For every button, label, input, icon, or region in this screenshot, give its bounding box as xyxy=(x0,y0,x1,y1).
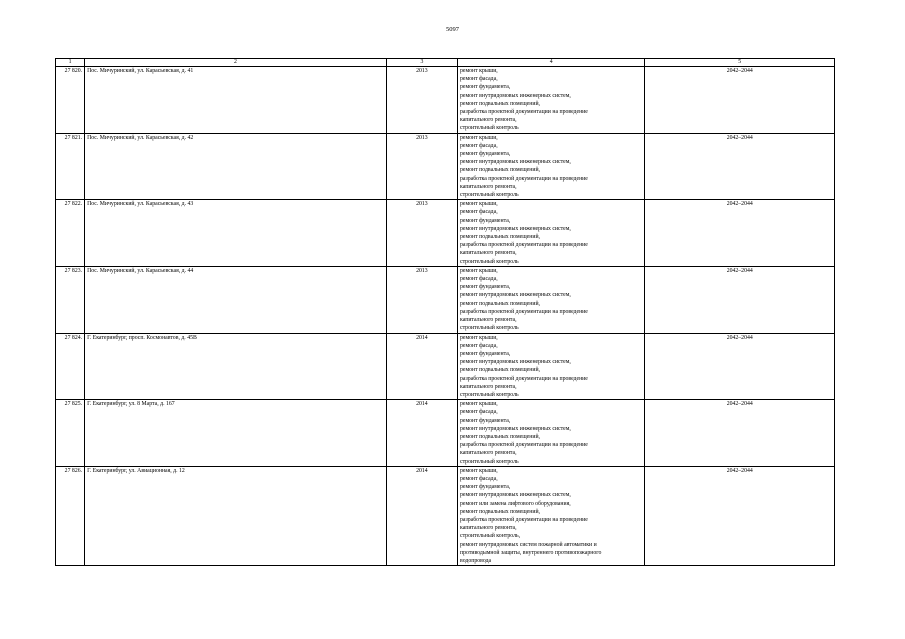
work-item: строительный контроль xyxy=(460,125,519,132)
work-item: ремонт внутридомовых систем пожарной автоматики и xyxy=(460,541,597,548)
work-item: ремонт фундамента, xyxy=(460,350,511,357)
work-item: ремонт внутридомовых инженерных систем, xyxy=(460,425,571,432)
work-item: строительный контроль xyxy=(460,325,519,332)
work-item: капитального ремонта, xyxy=(460,183,517,190)
row-year: 2013 xyxy=(386,133,457,200)
work-item: капитального ремонта, xyxy=(460,117,517,124)
work-item: ремонт фундамента, xyxy=(460,217,511,224)
work-item: ремонт фундамента, xyxy=(460,84,511,91)
row-period: 2042–2044 xyxy=(645,200,835,267)
row-address: Пос. Мичуринский, ул. Карасьевская, д. 41 xyxy=(85,67,387,134)
work-item: ремонт крыши, xyxy=(460,467,498,474)
work-item: ремонт фасада, xyxy=(460,276,498,283)
work-item: ремонт фасада, xyxy=(460,475,498,482)
table-row xyxy=(56,400,835,467)
row-period: 2042–2044 xyxy=(645,133,835,200)
row-works xyxy=(458,200,645,267)
table-row xyxy=(56,466,835,565)
work-item: ремонт крыши, xyxy=(460,68,498,74)
column-header-1: 1 xyxy=(56,59,85,67)
row-works xyxy=(458,400,645,467)
row-works xyxy=(458,67,645,134)
work-item: разработка проектной документации на проведение xyxy=(460,175,588,182)
row-year: 2013 xyxy=(386,200,457,267)
row-address: Пос. Мичуринский, ул. Карасьевская, д. 43 xyxy=(85,200,387,267)
table-row xyxy=(56,67,835,134)
work-item: ремонт фасада, xyxy=(460,76,498,83)
work-item: ремонт внутридомовых инженерных систем, xyxy=(460,292,571,299)
work-item: строительный контроль xyxy=(460,391,519,398)
work-item: разработка проектной документации на проведение xyxy=(460,442,588,449)
row-period: 2042–2044 xyxy=(645,266,835,333)
row-address: Г. Екатеринбург, ул. 8 Марта, д. 167 xyxy=(85,400,387,467)
row-year: 2013 xyxy=(386,67,457,134)
row-year: 2014 xyxy=(386,333,457,400)
work-item: ремонт фасада, xyxy=(460,142,498,149)
work-item: ремонт подвальных помещений, xyxy=(460,367,540,374)
work-item: капитального ремонта, xyxy=(460,250,517,257)
work-item: строительный контроль xyxy=(460,458,519,465)
work-item: ремонт внутридомовых инженерных систем, xyxy=(460,359,571,366)
column-header-4: 4 xyxy=(458,59,645,67)
row-number: 27 820. xyxy=(56,67,85,134)
work-item: строительный контроль xyxy=(460,258,519,265)
row-address: Г. Екатеринбург, ул. Авиационная, д. 12 xyxy=(85,466,387,565)
work-item: ремонт фундамента, xyxy=(460,284,511,291)
row-number: 27 825. xyxy=(56,400,85,467)
row-works xyxy=(458,333,645,400)
row-address: Пос. Мичуринский, ул. Карасьевская, д. 44 xyxy=(85,266,387,333)
table-row xyxy=(56,333,835,400)
work-item: ремонт подвальных помещений, xyxy=(460,234,540,241)
row-period: 2042–2044 xyxy=(645,333,835,400)
row-year: 2014 xyxy=(386,466,457,565)
work-item: ремонт крыши, xyxy=(460,334,498,341)
row-period: 2042–2044 xyxy=(645,466,835,565)
work-item: ремонт крыши, xyxy=(460,201,498,208)
work-item: капитального ремонта, xyxy=(460,525,517,532)
page-number: 5097 xyxy=(446,26,459,33)
work-item: противодымной защиты, внутреннего противопожарного xyxy=(460,549,602,556)
work-item: разработка проектной документации на проведение xyxy=(460,516,588,523)
row-number: 27 826. xyxy=(56,466,85,565)
work-item: ремонт фундамента, xyxy=(460,484,511,491)
table-row xyxy=(56,133,835,200)
column-header-3: 3 xyxy=(386,59,457,67)
row-number: 27 823. xyxy=(56,266,85,333)
row-number: 27 822. xyxy=(56,200,85,267)
table-body xyxy=(56,67,835,566)
work-item: ремонт подвальных помещений, xyxy=(460,300,540,307)
work-item: ремонт крыши, xyxy=(460,401,498,408)
work-item: ремонт подвальных помещений, xyxy=(460,167,540,174)
table-row xyxy=(56,266,835,333)
row-address: Пос. Мичуринский, ул. Карасьевская, д. 42 xyxy=(85,133,387,200)
work-item: ремонт фундамента, xyxy=(460,151,511,158)
work-item: ремонт фасада, xyxy=(460,409,498,416)
work-item: ремонт подвальных помещений, xyxy=(460,433,540,440)
row-number: 27 821. xyxy=(56,133,85,200)
work-item: ремонт подвальных помещений, xyxy=(460,508,540,515)
work-item: капитального ремонта, xyxy=(460,383,517,390)
column-header-2: 2 xyxy=(85,59,387,67)
capital-repair-table xyxy=(55,58,835,566)
row-period: 2042–2044 xyxy=(645,400,835,467)
work-item: ремонт фасада, xyxy=(460,342,498,349)
row-year: 2014 xyxy=(386,400,457,467)
row-year: 2013 xyxy=(386,266,457,333)
work-item: ремонт внутридомовых инженерных систем, xyxy=(460,92,571,99)
row-number: 27 824. xyxy=(56,333,85,400)
row-address: Г. Екатеринбург, просп. Космонавтов, д. 45В xyxy=(85,333,387,400)
work-item: капитального ремонта, xyxy=(460,317,517,324)
work-item: ремонт крыши, xyxy=(460,134,498,141)
work-item: капитального ремонта, xyxy=(460,450,517,457)
work-item: ремонт внутридомовых инженерных систем, xyxy=(460,225,571,232)
row-period: 2042–2044 xyxy=(645,67,835,134)
work-item: строительный контроль, xyxy=(460,533,521,540)
work-item: ремонт фасада, xyxy=(460,209,498,216)
work-item: строительный контроль xyxy=(460,192,519,199)
work-item: ремонт внутридомовых инженерных систем, xyxy=(460,159,571,166)
work-item: разработка проектной документации на проведение xyxy=(460,375,588,382)
column-header-5: 5 xyxy=(645,59,835,67)
work-item: ремонт крыши, xyxy=(460,267,498,274)
work-item: водопровода xyxy=(460,557,492,564)
work-item: разработка проектной документации на проведение xyxy=(460,242,588,249)
work-item: разработка проектной документации на проведение xyxy=(460,109,588,116)
work-item: ремонт внутридомовых инженерных систем, xyxy=(460,492,571,499)
row-works xyxy=(458,266,645,333)
work-item: разработка проектной документации на проведение xyxy=(460,308,588,315)
row-works xyxy=(458,133,645,200)
table-row xyxy=(56,200,835,267)
table-header-row xyxy=(56,59,835,67)
work-item: ремонт или замена лифтового оборудования, xyxy=(460,500,571,507)
row-works xyxy=(458,466,645,565)
work-item: ремонт подвальных помещений, xyxy=(460,100,540,107)
work-item: ремонт фундамента, xyxy=(460,417,511,424)
